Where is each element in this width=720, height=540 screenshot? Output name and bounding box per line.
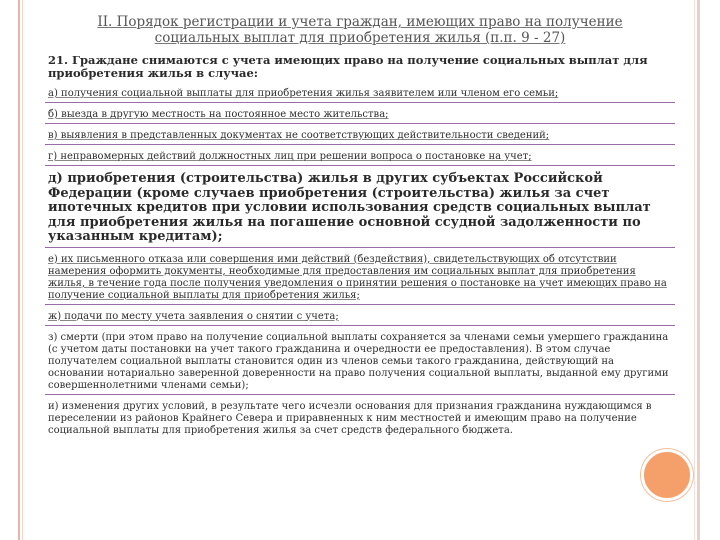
list-item-z-text: з) смерти (при этом право на получение социальной выплаты сохраняется за членами семьи умершего гражданина (с учетом даты постановки на учет такого гражданина и очередности ее предоставления). В этом случае получателем социальной выплаты становится один из членов семьи такого гражданина, действующий на основании нотариально заверенной доверенности на право получения социальной выплаты, выданной ему другими совершеннолетними членами семьи); [48, 331, 669, 391]
list-item-i [45, 399, 675, 439]
list-item-i-text: и) изменения других условий, в результате чего исчезли основания для признания гражданина нуждающимся в переселении из районов Крайнего Севера и приравненных к ним местностей и имеющим право на получение социальной выплаты для приобретения жилья за счет средств федерального бюджета. [48, 400, 652, 436]
list-item-b-text: б) выезда в другую местность на постоянное место жительства; [48, 109, 389, 120]
list-item-a [45, 86, 675, 103]
slide-content [45, 10, 675, 530]
list-item-z [45, 330, 675, 395]
list-item-a-text: а) получения социальной выплаты для приобретения жилья заявителем или членом его семьи; [48, 88, 559, 99]
decorative-circle [641, 449, 693, 501]
list-item-g-text: г) неправомерных действий должностных лиц при решении вопроса о постановке на учет; [48, 151, 532, 162]
list-item-v-text: в) выявления в представленных документах не соответствующих действительности сведений; [48, 130, 550, 141]
list-item-v [45, 128, 675, 145]
list-item-g [45, 149, 675, 166]
list-item-d-text: д) приобретения (строительства) жилья в других субъектах Российской Федерации (кроме случаев приобретения (строительства) жилья за счет ипотечных кредитов при условии использования средств социальных выплат для приобретения жилья на погашение основной ссудной задолженности по указанным кредитам); [48, 171, 651, 244]
slide-title: II. Порядок регистрации и учета граждан, имеющих право на получение социальных выплат для приобретения жилья (п.п. 9 - 27) [97, 14, 623, 46]
intro-text: 21. Граждане снимаются с учета имеющих право на получение социальных выплат для приобретения жилья в случае: [48, 53, 648, 80]
list-item-b [45, 107, 675, 124]
list-item-d [45, 170, 675, 248]
list-item-zh-text: ж) подачи по месту учета заявления о снятии с учета; [48, 310, 339, 322]
left-decorative-border-inner [22, 0, 23, 540]
intro-paragraph [45, 52, 675, 82]
list-item-e [45, 252, 675, 305]
list-item-e-text: е) их письменного отказа или совершения ими действий (бездействия), свидетельствующих об отсутствии намерения оформить документы, необходимые для предоставления им социальных выплат для приобретения жилья, в течение года после получения уведомления о принятии решения о постановке на учет имеющих право на получение социальной выплаты для приобретения жилья; [48, 253, 667, 301]
list-item-zh [45, 309, 675, 326]
right-decorative-border-inner [694, 0, 695, 540]
right-decorative-border [697, 0, 700, 540]
left-decorative-border [18, 0, 20, 540]
